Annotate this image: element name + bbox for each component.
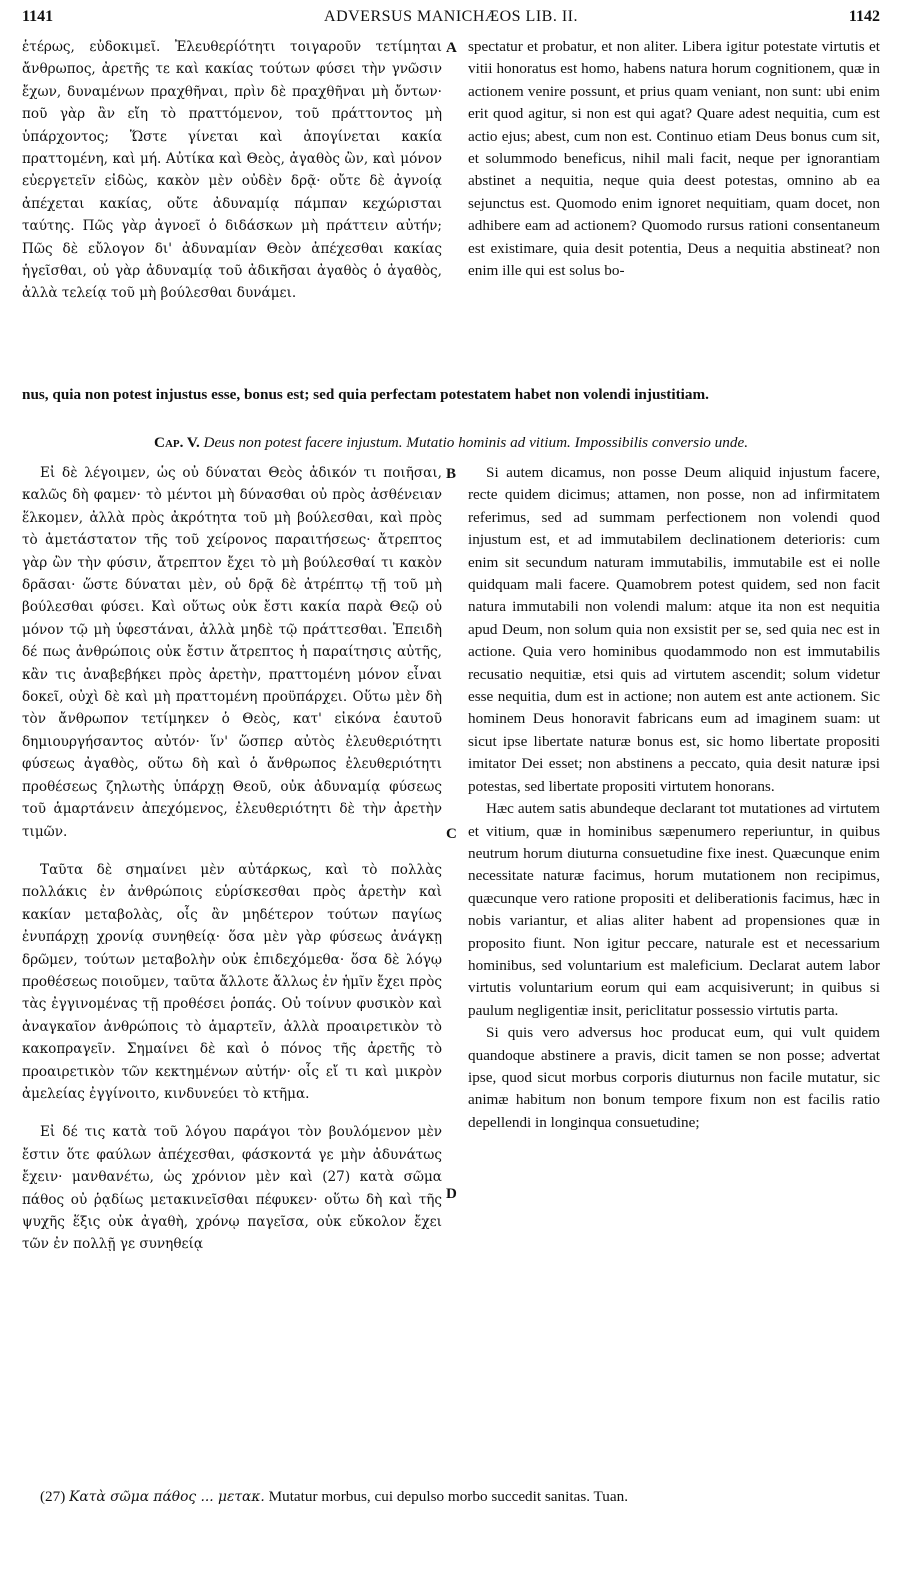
running-header bbox=[22, 8, 880, 30]
greek-paragraph: Εἰ δέ τις κατὰ τοῦ λόγου παράγοι τὸν βουλόμενον μὲν ἔστιν ὅτε φαύλων ἀπέχεσθαι, φάσκοντά γε μὴν ἀδυνάτως ἔχειν· μανθανέτω, ὡς χρόνιον μὲν καὶ (27) κατὰ σῶμα πάθος οὐ ῥᾳδίως μετακινεῖσθαι πέφυκεν· οὕτω δὴ καὶ τῆς ψυχῆς ἕξις οὐκ ἀγαθὴ, χρόνῳ παγεῖσα, οὐκ εὔκολον ἔχει τῶν ἐν πολλῇ γε συνηθείᾳ bbox=[22, 1124, 442, 1253]
margin-marker-d: D bbox=[446, 1186, 457, 1202]
latin-paragraph: spectatur et probatur, et non aliter. Libera igitur potestate virtutis et vitii honoratus est homo, habens natura horum cognitionem, quæ in actionem venire possunt, et prius quam veniant, non sunt: ubi enim erit quod agitur, si non est qui agat? Quare adest nequitia, cum est actio ejus; abest, cum non est. Continuo etiam Deus bonus cum sit, et solummodo beneficus, nihil mali facit, neque per ignorantiam abstinet a nequitia, neque quia deest potestas, omnino ab ea sejunctus est. Quomodo enim ignoret nequitiam, quam docet, non adhibere eam ad actionem? Quomodo rursus rationi consentaneum est existimare, quia desit potentia, Deus a nequitia abstineat? non enim ille qui est solus bo- bbox=[468, 38, 880, 280]
greek-paragraph: Ταῦτα δὲ σημαίνει μὲν αὐτάρκως, καὶ τὸ πολλὰς πολλάκις ἐν ἀνθρώποις εὑρίσκεσθαι πρὸς ἀρετὴν καὶ κακίαν μεταβολὰς, οἷς ἂν μηδέτερον τούτων παγίως ἐνυπάρχῃ χρονίᾳ συνηθείᾳ· ὅσα μὲν γὰρ φύσεως ἀνάγκῃ δρῶμεν, τούτων μεταβολὴν οὐκ ἐπιδεχόμεθα· ὅσα δὲ λόγῳ προθέσεως ποιοῦμεν, ταῦτα ἄλλοτε ἄλλως ἐν ἡμῖν ἔχει πρὸς τὰς ἐγγινομένας τῇ προθέσει ῥοπάς. Οὐ τοίνυν φυσικὸν καὶ ἀναγκαῖον ἀνθρώποις τὸ ἁμαρτεῖν, ἀλλὰ προαιρετικὸν τὸ κακοπραγεῖν. Σημαίνει δὲ καὶ ὁ πόνος τῆς ἀρετῆς τὸ προαιρετικὸν τῶν κεκτημένων αὐτήν· οἷς εἴ τι καὶ μικρὸν ἀμελείας ἐγγίνοιτο, κινδυνεύει τὸ κτῆμα. bbox=[22, 861, 442, 1102]
greek-column-1 bbox=[22, 36, 442, 305]
full-width-continuation bbox=[22, 384, 880, 406]
greek-paragraph: ἑτέρως, εὐδοκιμεῖ. Ἐλευθερίότητι τοιγαροῦν τετίμηται ἄνθρωπος, ἀρετῆς τε καὶ κακίας τούτων φύσει τὴν γνῶσιν ἔχων, δυναμένων πραχθῆναι, πρὶν δὲ πραχθῆναι μὴ ὄντων· ποῦ γὰρ ἂν εἴη τὸ πραττόμενον, τοῦ πράττοντος μὴ ὑπάρχοντος; Ὥστε γίνεται καὶ ἀπογίνεται κακία πραττομένη, καὶ μή. Αὐτίκα καὶ Θεὸς, ἀγαθὸς ὢν, καὶ μόνον εὐεργετεῖν εἰδὼς, κακὸν μὲν οὐδὲν δρᾷ· οὔτε δὲ ἀγνοίᾳ ἀπέχεται κακίας, οὔτε ἀδυναμίᾳ πάμπαν κεχώρισται ταύτης. Πῶς γὰρ ἀγνοεῖ ὁ διδάσκων μὴ πράττειν αὐτήν; Πῶς δὲ εὔλογον δι' ἀδυναμίαν Θεὸν ἀπέχεσθαι κακίας ἡγεῖσθαι, οὐ γὰρ ἀδυναμίᾳ τοῦ ἀδικῆσαι ἀγαθὸς ὁ ἀγαθὸς, ἀλλὰ τελείᾳ τοῦ μὴ βούλεσθαι δυνάμει. bbox=[22, 39, 442, 302]
running-title: ADVERSUS MANICHÆOS LIB. II. bbox=[324, 8, 578, 25]
chapter-number: Cap. V. bbox=[153, 434, 200, 451]
greek-column-2 bbox=[22, 462, 442, 1256]
margin-marker-c: C bbox=[446, 826, 457, 842]
footnote-greek: Κατὰ σῶμα πάθος ... μετακ. bbox=[69, 1489, 265, 1505]
page-number-right: 1142 bbox=[848, 8, 880, 25]
latin-paragraph: Si quis vero adversus hoc producat eum, qui vult quidem quandoque abstinere a pravis, dicit tamen se non posse; advertat ipse, quod sicut morbus corporis diuturnus non facile mutatur, sic animæ habitum non bonum tempore fixum non est facilis ratio depellendi in longinqua consuetudine; bbox=[468, 1024, 880, 1131]
page-number-left: 1141 bbox=[22, 8, 54, 25]
margin-marker-a: A bbox=[446, 40, 457, 56]
footnote-latin: Mutatur morbus, cui depulso morbo succedit sanitas. Tuan. bbox=[268, 1488, 629, 1505]
latin-column-1 bbox=[468, 36, 880, 282]
margin-marker-b: B bbox=[446, 466, 457, 482]
latin-paragraph: Hæc autem satis abundeque declarant tot mutationes ad virtutem et vitium, quæ in hominibus sæpenumero reperiuntur, in quibus neutrum horum diuturna consuetudine fixe inest. Quæcunque enim necessitate naturæ facimus, horum mutationem non recipimus, quæcunque vero ratione propositi et deliberationis facimus, hæc in nobis variantur, et alias aliter habent ad propensiones quæ in proposito fiunt. Non igitur peccare, naturale est et necessarium hominibus, sed voluntarium est maleficium. Declarat autem labor virtutis voluntarium eorum qui eam acquisiverunt; in quibus si paulum negligentiæ insit, periclitatur possessio virtutis parta. bbox=[468, 800, 880, 1019]
footnote-ref: (27) bbox=[40, 1488, 66, 1505]
chapter-title: Deus non potest facere injustum. Mutatio hominis ad vitium. Impossibilis conversio unde. bbox=[203, 434, 748, 451]
greek-paragraph: Εἰ δὲ λέγοιμεν, ὡς οὐ δύναται Θεὸς ἀδικόν τι ποιῆσαι, καλῶς δὴ φαμεν· τὸ μέντοι μὴ δύνασθαι οὐ πρὸς ἀσθένειαν ἕλκομεν, ἀλλὰ πρὸς ἀκρότητα τοῦ μὴ βούλεσθαι, καὶ πρὸς τὸ ἀμετάστατον τῆς τοῦ χείρονος παραιτήσεως· ἄτρεπτος γὰρ ὢν τὴν φύσιν, ἄτρεπτον ἔχει τὸ μὴ βούλεσθαί τι κακὸν δρᾶσαι· ὥστε δύναται μὲν, οὐ δρᾷ δὲ ἀτρέπτῳ τῇ τοῦ μὴ βούλεσθαι φύσει. Καὶ οὕτως οὐκ ἔστι κακία παρὰ Θεῷ οὐ μόνον τῷ μὴ ὑφεστάναι, ἀλλὰ μηδὲ τῷ πράττεσθαι. Ἐπειδὴ δέ πως ἀνθρώποις οὐκ ἔστιν ἄτρεπτος ἡ παραίτησις αὐτῆς, κἂν τις ἀναβεβήκει πρὸς ἀρετὴν, πραττομένη μόνον εἶναι δοκεῖ, οὐχὶ δὲ καὶ μὴ πραττομένη προϋπάρχει. Οὕτω μὲν δὴ τὸν ἄνθρωπον τετίμηκεν ὁ Θεὸς, κατ' εἰκόνα ἑαυτοῦ δημιουργήσαντος αὐτόν· ἵν' ὥσπερ αὐτὸς ἐλευθεριότητι φύσεως ἀγαθὸς, οὕτω δὴ καὶ ὁ ἄνθρωπος ἐλευθεριότητι προθέσεως ζηλωτὴς ὑπάρχῃ Θεοῦ, οὐκ ἀδυναμίᾳ φύσεως τοῦ ἁμαρτάνειν ἀπεχόμενος, ἐλευθεριότητι δὲ τὴν ἀρετὴν τιμῶν. bbox=[22, 465, 442, 840]
latin-paragraph: Si autem dicamus, non posse Deum aliquid injustum facere, recte quidem dicimus; attamen, non posse, non ad infirmitatem referimus, sed ad summam perfectionem non volendi quod injustum est, et ad immutabilem declinationem deterioris: cum enim sit secundum naturam immutabilis, immutabile est ei nolle quidquam mali facere. Quamobrem potest quidem, sed non facit natura immutabili non volendi malum: atque ita non est nequitia apud Deum, non solum quia non exsistit per se, sed quia nec est in actione. Quia vero hominibus quodammodo non est immutabilis recusatio nequitiæ, etsi quis ad virtutem ascendit; solum videtur esse nequitia, dum est in actione; non autem est ante actionem. Sic hominem Deus honoravit fabricans eum ad imaginem suam: ut sicut ipse libertate naturæ bonus est, sic homo libertate propositi imitator Dei esset; non abstinens a peccato, quia desit naturæ ipsi potestas, sed libertate propositi virtutem honorans. bbox=[468, 464, 880, 795]
footnote bbox=[40, 1486, 880, 1508]
continuation-text: nus, quia non potest injustus esse, bonus est; sed quia perfectam potestatem habet non volendi injustitiam. bbox=[22, 386, 709, 403]
chapter-heading bbox=[22, 432, 880, 454]
latin-column-2 bbox=[468, 462, 880, 1134]
